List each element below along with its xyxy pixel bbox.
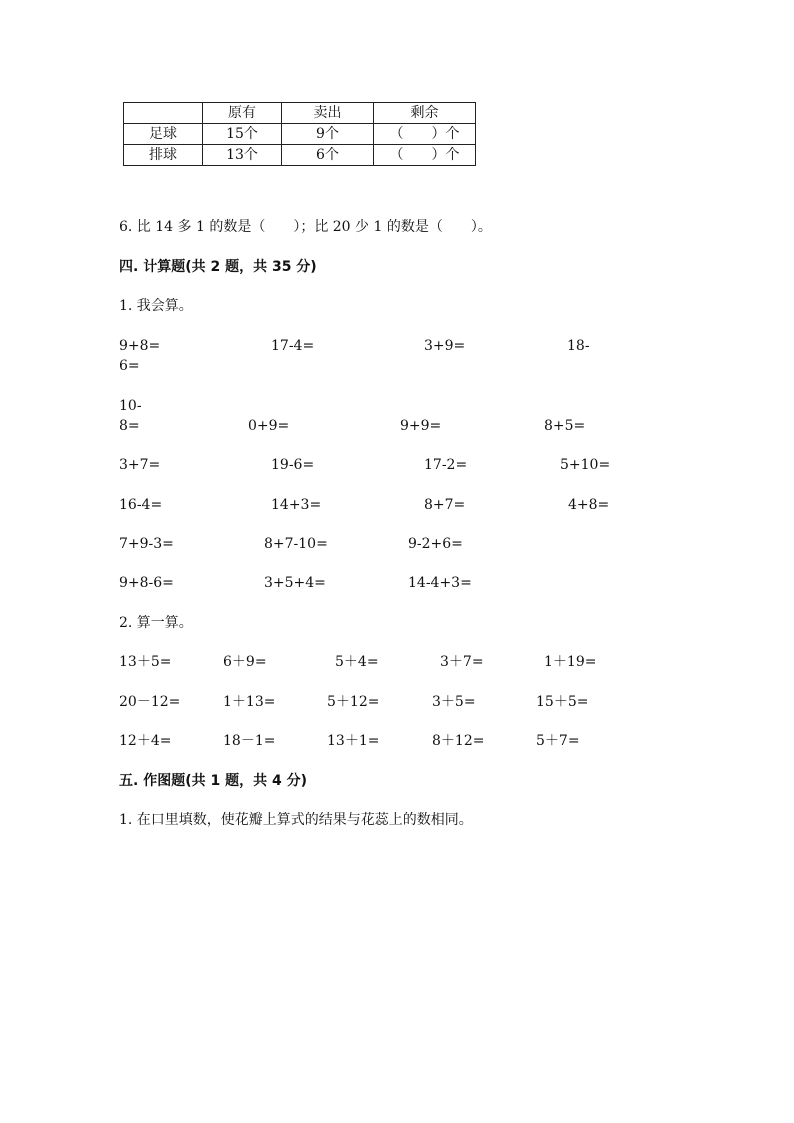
calc-item: 13＋5= bbox=[119, 654, 172, 670]
question-4-1: 1. 我会算。 bbox=[119, 298, 193, 314]
question-4-2: 2. 算一算。 bbox=[119, 615, 193, 631]
calc-item: 5+10= bbox=[560, 457, 611, 473]
calc-item: 14+3= bbox=[271, 497, 322, 513]
calc-item: 13＋1= bbox=[327, 733, 380, 749]
calc-item: 5＋12= bbox=[327, 694, 380, 710]
calc-item: 7+9-3= bbox=[119, 536, 174, 552]
calc-item: 3＋7= bbox=[440, 654, 484, 670]
table-header-cell: 卖出 bbox=[282, 103, 374, 124]
calc-item: 18- bbox=[567, 338, 590, 354]
table-cell: 排球 bbox=[124, 145, 203, 166]
calc-item: 17-2= bbox=[424, 457, 468, 473]
table-header-cell: 剩余 bbox=[374, 103, 476, 124]
section-4-heading: 四. 计算题(共 2 题，共 35 分) bbox=[119, 259, 317, 275]
table-cell: 足球 bbox=[124, 124, 203, 145]
table-header-cell: 原有 bbox=[203, 103, 282, 124]
table-header-row bbox=[124, 103, 476, 124]
calc-item: 9+8-6= bbox=[119, 575, 174, 591]
calc-item: 14-4+3= bbox=[408, 575, 472, 591]
calc-item: 18－1= bbox=[223, 733, 276, 749]
calc-item: 3+5+4= bbox=[264, 575, 326, 591]
calc-item: 16-4= bbox=[119, 497, 163, 513]
table-cell: 6个 bbox=[282, 145, 374, 166]
table-cell: （ ）个 bbox=[374, 124, 476, 145]
calc-item: 10- bbox=[119, 398, 142, 414]
calc-item: 8+7-10= bbox=[264, 536, 328, 552]
table-row bbox=[124, 145, 476, 166]
calc-item: 8+5= bbox=[544, 418, 586, 434]
calc-item: 5＋7= bbox=[536, 733, 580, 749]
calc-item: 4+8= bbox=[568, 497, 610, 513]
question-6: 6. 比 14 多 1 的数是（ ）；比 20 少 1 的数是（ ）。 bbox=[119, 219, 492, 235]
calc-item: 9+8= bbox=[119, 338, 161, 354]
table-cell: 15个 bbox=[203, 124, 282, 145]
table-header-cell bbox=[124, 103, 203, 124]
calc-item: 12＋4= bbox=[119, 733, 172, 749]
calc-item: 8= bbox=[119, 418, 140, 434]
calc-item: 1＋13= bbox=[223, 694, 276, 710]
calc-item: 9-2+6= bbox=[408, 536, 463, 552]
calc-item: 5＋4= bbox=[335, 654, 379, 670]
calc-item: 8＋12= bbox=[432, 733, 485, 749]
calc-item: 1＋19= bbox=[544, 654, 597, 670]
calc-item: 15＋5= bbox=[536, 694, 589, 710]
calc-item: 0+9= bbox=[248, 418, 290, 434]
calc-item: 6= bbox=[119, 358, 140, 374]
calc-item: 8+7= bbox=[424, 497, 466, 513]
calc-item: 3+9= bbox=[424, 338, 466, 354]
calc-item: 3＋5= bbox=[432, 694, 476, 710]
question-5-1: 1. 在口里填数，使花瓣上算式的结果与花蕊上的数相同。 bbox=[119, 812, 473, 828]
calc-item: 9+9= bbox=[400, 418, 442, 434]
calc-item: 3+7= bbox=[119, 457, 161, 473]
section-5-heading: 五. 作图题(共 1 题，共 4 分) bbox=[119, 773, 307, 789]
table-row bbox=[124, 124, 476, 145]
table-cell: 13个 bbox=[203, 145, 282, 166]
table-cell: （ ）个 bbox=[374, 145, 476, 166]
calc-item: 6＋9= bbox=[223, 654, 267, 670]
table-cell: 9个 bbox=[282, 124, 374, 145]
stock-table bbox=[123, 102, 476, 166]
calc-item: 20－12= bbox=[119, 694, 181, 710]
calc-item: 19-6= bbox=[271, 457, 315, 473]
calc-item: 17-4= bbox=[271, 338, 315, 354]
